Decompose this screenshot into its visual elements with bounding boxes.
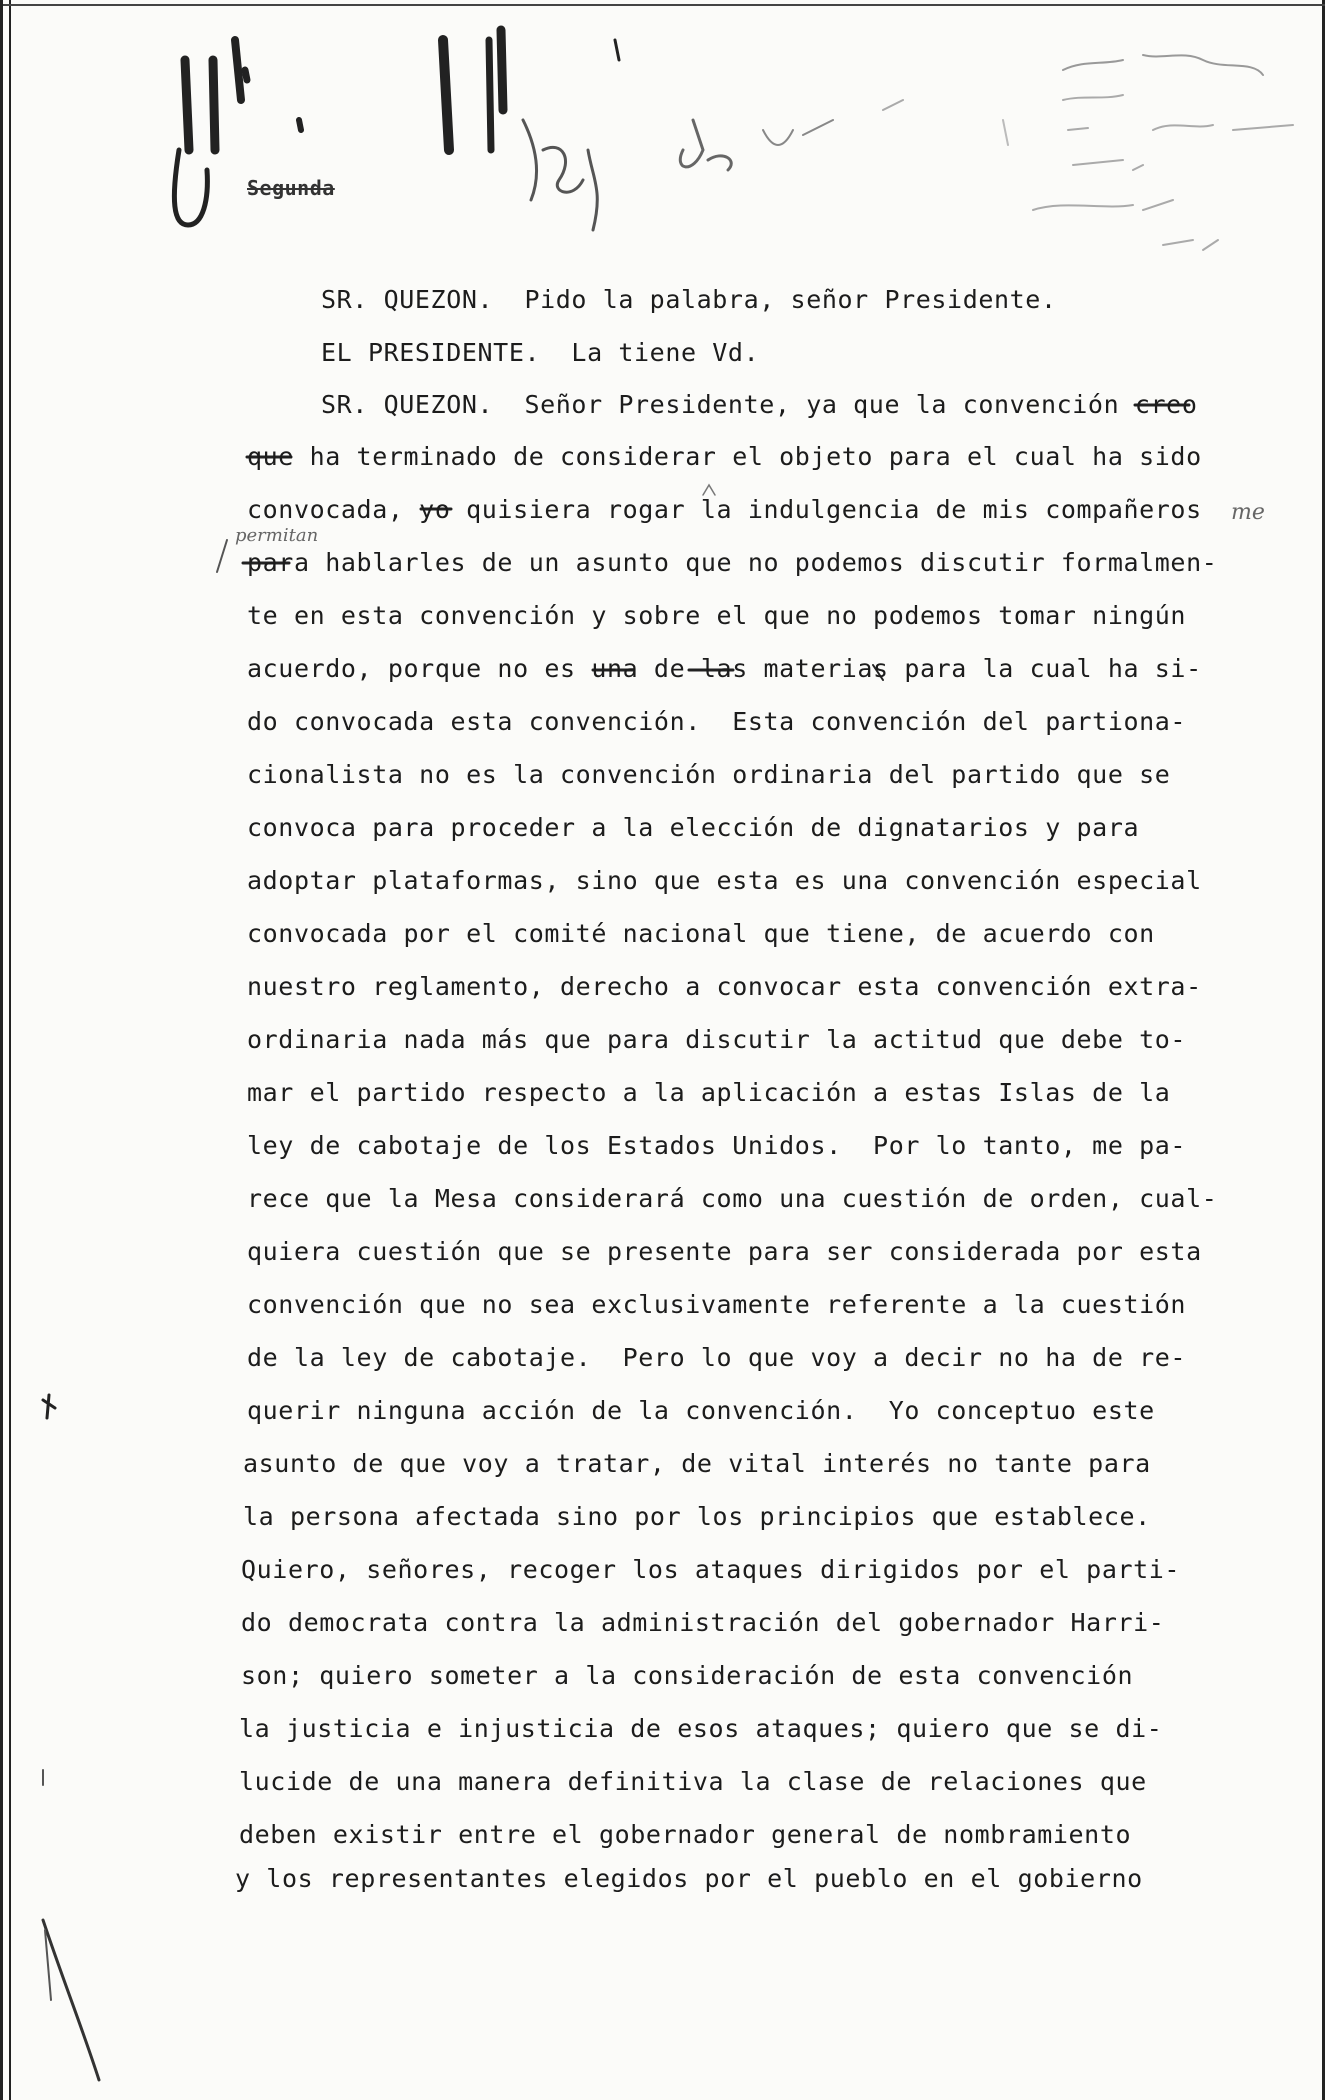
text-line: SR. QUEZON. Pido la palabra, señor Presidente.: [321, 285, 1057, 314]
segunda-label: Segunda: [247, 176, 335, 200]
text-line: convoca para proceder a la elección de dignatarios y para: [247, 813, 1140, 842]
text-line: y los representantes elegidos por el pueblo en el gobierno: [235, 1864, 1143, 1893]
text-line: para hablarles de un asunto que no podemos discutir formalmen-: [247, 548, 1218, 577]
text-line: nuestro reglamento, derecho a convocar esta convención extra-: [247, 972, 1202, 1001]
text-line: convocada por el comité nacional que tiene, de acuerdo con: [247, 919, 1155, 948]
text-line: Quiero, señores, recoger los ataques dirigidos por el parti-: [241, 1555, 1181, 1584]
text-line: asunto de que voy a tratar, de vital interés no tante para: [243, 1449, 1151, 1478]
text-line: convención que no sea exclusivamente referente a la cuestión: [247, 1290, 1187, 1319]
text-line: rece que la Mesa considerará como una cuestión de orden, cual-: [247, 1184, 1218, 1213]
text-line: querir ninguna acción de la convención. Yo conceptuo este: [247, 1396, 1155, 1425]
text-line: SR. QUEZON. Señor Presidente, ya que la convención creo: [321, 390, 1198, 419]
text-line: te en esta convención y sobre el que no podemos tomar ningún: [247, 601, 1187, 630]
text-line: acuerdo, porque no es una de las materias para la cual ha si-: [247, 654, 1202, 683]
text-line: deben existir entre el gobernador general de nombramiento: [239, 1820, 1132, 1849]
text-line: la persona afectada sino por los principios que establece.: [243, 1502, 1151, 1531]
text-line: mar el partido respecto a la aplicación a estas Islas de la: [247, 1078, 1171, 1107]
text-line: de la ley de cabotaje. Pero lo que voy a decir no ha de re-: [247, 1343, 1187, 1372]
text-line: EL PRESIDENTE. La tiene Vd.: [321, 338, 760, 367]
text-line: la justicia e injusticia de esos ataques; quiero que se di-: [239, 1714, 1163, 1743]
text-line: convocada, yo quisiera rogar la indulgencia de mis compañeros: [247, 495, 1202, 524]
text-line: ordinaria nada más que para discutir la actitud que debe to-: [247, 1025, 1187, 1054]
text-line: quiera cuestión que se presente para ser considerada por esta: [247, 1237, 1202, 1266]
margin-note-right: me: [1231, 500, 1265, 525]
text-line: lucide de una manera definitiva la clase de relaciones que: [239, 1767, 1147, 1796]
text-line: do convocada esta convención. Esta convención del partiona-: [247, 707, 1187, 736]
text-line: son; quiero someter a la consideración de esta convención: [241, 1661, 1134, 1690]
text-line: do democrata contra la administración del gobernador Harri-: [241, 1608, 1165, 1637]
text-line: ley de cabotaje de los Estados Unidos. Por lo tanto, me pa-: [247, 1131, 1187, 1160]
text-line: cionalista no es la convención ordinaria del partido que se: [247, 760, 1171, 789]
text-line: adoptar plataformas, sino que esta es una convención especial: [247, 866, 1202, 895]
margin-note-insert: permitan: [235, 525, 319, 546]
text-line: que ha terminado de considerar el objeto para el cual ha sido: [247, 442, 1202, 471]
